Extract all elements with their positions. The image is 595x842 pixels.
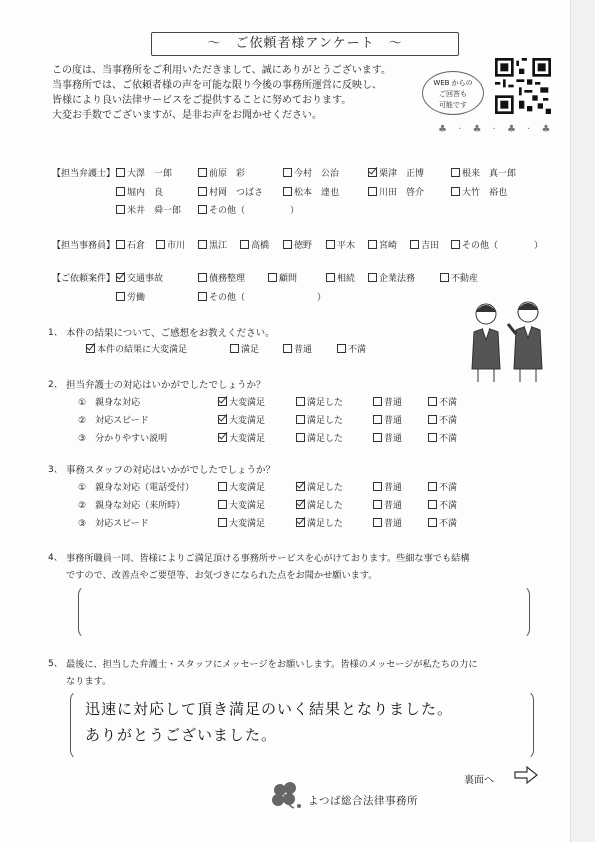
staff-option[interactable]: 平木 [326, 238, 355, 251]
checkbox[interactable] [373, 433, 382, 442]
checkbox[interactable] [198, 168, 207, 177]
arrow-right-icon[interactable] [514, 766, 538, 784]
checkbox[interactable] [283, 240, 292, 249]
q2-text: 担当弁護士の対応はいかがでしたでしょうか？ [66, 380, 266, 391]
checkbox[interactable] [198, 273, 207, 282]
staff-group-label: 【担当事務員】 [52, 241, 116, 251]
staff-option[interactable]: 市川 [156, 238, 185, 251]
checkbox[interactable] [451, 168, 460, 177]
case-option[interactable]: 債務整理 [198, 271, 245, 284]
q1-option[interactable]: 不満 [337, 342, 366, 355]
q3-answer[interactable]: 不満 [428, 498, 457, 511]
checkbox[interactable] [368, 240, 377, 249]
checkbox[interactable] [116, 187, 125, 196]
checkbox[interactable] [198, 205, 207, 214]
checkbox[interactable] [198, 187, 207, 196]
lawyer-option[interactable]: 堀内 良 [116, 185, 163, 198]
q2-answer[interactable]: 不満 [428, 413, 457, 426]
lawyer-option[interactable]: 大澤 一郎 [116, 166, 172, 179]
checkbox[interactable] [296, 433, 305, 442]
staff-illustration-icon [458, 294, 558, 384]
intro-text [52, 63, 412, 123]
page-edge [570, 0, 595, 842]
checkbox[interactable] [373, 518, 382, 527]
intro-line: 皆様により良い法律サービスをご提供することに努めております。 [52, 95, 352, 106]
q2-row-label: ③ 分かりやすい説明 [78, 434, 168, 444]
q2-answer[interactable]: 大変満足 [218, 395, 265, 408]
q5-number: 5、 [48, 659, 63, 669]
lawyer-group-label: 【担当弁護士】 [52, 169, 116, 179]
checkbox[interactable] [428, 397, 437, 406]
checkbox[interactable] [428, 433, 437, 442]
checkbox[interactable] [368, 168, 377, 177]
case-option[interactable]: 交通事故 [116, 271, 163, 284]
q3-answer[interactable]: 大変満足 [218, 498, 265, 511]
checkbox[interactable] [373, 500, 382, 509]
web-note-line: ご回答も [439, 90, 467, 98]
staff-option[interactable]: 吉田 [410, 238, 439, 251]
checkbox[interactable] [218, 397, 227, 406]
q3-answer[interactable]: 不満 [428, 516, 457, 529]
checkbox[interactable] [86, 344, 95, 353]
intro-line: 当事務所では、ご依頼者様の声を可能な限り今後の事務所運営に反映し、 [52, 80, 382, 91]
qr-code-icon[interactable] [495, 58, 551, 114]
checkbox[interactable] [283, 344, 292, 353]
q3-row-label: ② 親身な対応（来所時） [78, 501, 186, 511]
q3-text: 事務スタッフの対応はいかがでしたでしょうか？ [66, 465, 276, 476]
case-option[interactable]: 顧問 [268, 271, 297, 284]
q2-answer[interactable]: 普通 [373, 395, 402, 408]
checkbox[interactable] [218, 433, 227, 442]
intro-line: この度は、当事務所をご利用いただきまして、誠にありがとうございます。 [52, 65, 391, 76]
q3-row-label: ③ 対応スピード [78, 519, 149, 529]
q4-text-line: 事務所職員一同、皆様によりご満足頂ける事務所サービスを心がけております。些細な事でも結構 [66, 553, 470, 564]
checkbox[interactable] [296, 518, 305, 527]
q2-answer[interactable]: 大変満足 [218, 413, 265, 426]
case-group-label: 【ご依頼案件】 [52, 274, 116, 284]
lawyer-option[interactable]: 前原 彩 [198, 166, 245, 179]
q2-answer[interactable]: 満足した [296, 413, 343, 426]
q2-answer[interactable]: 大変満足 [218, 431, 265, 444]
checkbox[interactable] [337, 344, 346, 353]
q5-answer-field[interactable] [70, 690, 534, 760]
case-option[interactable]: 企業法務 [368, 271, 415, 284]
checkbox[interactable] [283, 168, 292, 177]
checkbox[interactable] [440, 273, 449, 282]
checkbox[interactable] [218, 518, 227, 527]
q3-answer[interactable]: 大変満足 [218, 480, 265, 493]
checkbox[interactable] [296, 482, 305, 491]
checkbox[interactable] [198, 240, 207, 249]
checkbox[interactable] [218, 500, 227, 509]
page-title: ～ ご依頼者様アンケート ～ [151, 32, 459, 56]
q2-answer[interactable]: 満足した [296, 431, 343, 444]
next-page-label: 裏面へ [464, 775, 494, 786]
clover-decoration-icon: ♣ · ♣ · ♣ · ♣ [438, 124, 555, 135]
checkbox[interactable] [428, 415, 437, 424]
q4-text-line: ですので、改善点やご要望等、お気づきになられた点をお聞かせ願います。 [66, 570, 378, 581]
checkbox[interactable] [428, 482, 437, 491]
staff-option[interactable]: 宮崎 [368, 238, 397, 251]
checkbox[interactable] [218, 415, 227, 424]
q1-option[interactable]: 本件の結果に大変満足 [86, 342, 187, 355]
q4-number: 4、 [48, 553, 63, 563]
q5-answer-line: 迅速に対応して頂き満足のいく結果となりました。 [85, 700, 454, 718]
checkbox[interactable] [326, 273, 335, 282]
q2-answer[interactable]: 不満 [428, 431, 457, 444]
checkbox[interactable] [116, 205, 125, 214]
q3-answer[interactable]: 普通 [373, 498, 402, 511]
q1-option[interactable]: 満足 [230, 342, 259, 355]
case-option[interactable]: 相続 [326, 271, 355, 284]
q2-answer[interactable]: 満足した [296, 395, 343, 408]
web-note-line: 可能です [439, 101, 467, 109]
checkbox[interactable] [428, 500, 437, 509]
checkbox[interactable] [451, 187, 460, 196]
clover-logo-icon [268, 780, 304, 810]
q2-number: 2、 [48, 380, 63, 390]
checkbox[interactable] [451, 240, 460, 249]
checkbox[interactable] [373, 482, 382, 491]
case-option[interactable]: 不動産 [440, 271, 478, 284]
case-option[interactable]: 労働 [116, 290, 145, 303]
checkbox[interactable] [240, 240, 249, 249]
lawyer-option[interactable]: 村岡 つばさ [198, 185, 263, 198]
firm-name: よつば総合法律事務所 [308, 795, 418, 807]
checkbox[interactable] [116, 168, 125, 177]
q1-option[interactable]: 普通 [283, 342, 312, 355]
checkbox[interactable] [283, 187, 292, 196]
checkbox[interactable] [373, 415, 382, 424]
q3-answer[interactable]: 普通 [373, 516, 402, 529]
q5-text-line: 最後に、担当した弁護士・スタッフにメッセージをお願いします。皆様のメッセージが私たちの力に [66, 659, 478, 670]
case-option[interactable]: その他（ ） [198, 290, 326, 303]
lawyer-option[interactable]: 大竹 裕也 [451, 185, 507, 198]
lawyer-option[interactable]: 栗津 正博 [368, 166, 424, 179]
q3-answer[interactable]: 満足した [296, 516, 343, 529]
checkbox[interactable] [410, 240, 419, 249]
intro-line: 大変お手数でございますが、是非お声をお聞かせください。 [52, 110, 322, 121]
lawyer-option[interactable]: 松本 達也 [283, 185, 339, 198]
q4-answer-field[interactable] [78, 585, 530, 639]
checkbox[interactable] [116, 240, 125, 249]
checkbox[interactable] [428, 518, 437, 527]
q3-answer[interactable]: 普通 [373, 480, 402, 493]
q5-text-line: なります。 [66, 676, 112, 687]
checkbox[interactable] [326, 240, 335, 249]
q5-answer-line: ありがとうございました。 [85, 726, 278, 744]
checkbox[interactable] [198, 292, 207, 301]
staff-option[interactable]: 徳野 [283, 238, 312, 251]
q2-answer[interactable]: 普通 [373, 431, 402, 444]
q3-row-label: ① 親身な対応（電話受付） [78, 483, 195, 493]
web-answer-bubble [422, 71, 484, 115]
checkbox[interactable] [230, 344, 239, 353]
lawyer-option[interactable]: 米井 舜一郎 [116, 203, 181, 216]
q3-answer[interactable]: 大変満足 [218, 516, 265, 529]
staff-option[interactable]: 高橋 [240, 238, 269, 251]
q3-answer[interactable]: 満足した [296, 498, 343, 511]
checkbox[interactable] [368, 273, 377, 282]
checkbox[interactable] [156, 240, 165, 249]
q3-answer[interactable]: 満足した [296, 480, 343, 493]
checkbox[interactable] [296, 397, 305, 406]
checkbox[interactable] [268, 273, 277, 282]
staff-option[interactable]: 石倉 [116, 238, 145, 251]
lawyer-option[interactable]: 今村 公治 [283, 166, 339, 179]
checkbox[interactable] [296, 415, 305, 424]
checkbox[interactable] [116, 273, 125, 282]
lawyer-option[interactable]: その他（ ） [198, 203, 299, 216]
q2-row-label: ② 対応スピード [78, 416, 149, 426]
checkbox[interactable] [218, 482, 227, 491]
q1-text: 本件の結果について、ご感想をお教えください。 [66, 328, 275, 339]
q2-row-label: ① 親身な対応 [78, 398, 141, 408]
staff-option[interactable]: 黒江 [198, 238, 227, 251]
q2-answer[interactable]: 不満 [428, 395, 457, 408]
web-note-line: WEB からの [433, 79, 473, 87]
q2-answer[interactable]: 普通 [373, 413, 402, 426]
q3-number: 3、 [48, 465, 63, 475]
lawyer-option[interactable]: 根来 真一郎 [451, 166, 516, 179]
checkbox[interactable] [373, 397, 382, 406]
checkbox[interactable] [368, 187, 377, 196]
checkbox[interactable] [296, 500, 305, 509]
lawyer-option[interactable]: 川田 啓介 [368, 185, 424, 198]
checkbox[interactable] [116, 292, 125, 301]
q1-number: 1、 [48, 328, 63, 338]
q3-answer[interactable]: 不満 [428, 480, 457, 493]
staff-option[interactable]: その他（ ） [451, 238, 543, 251]
